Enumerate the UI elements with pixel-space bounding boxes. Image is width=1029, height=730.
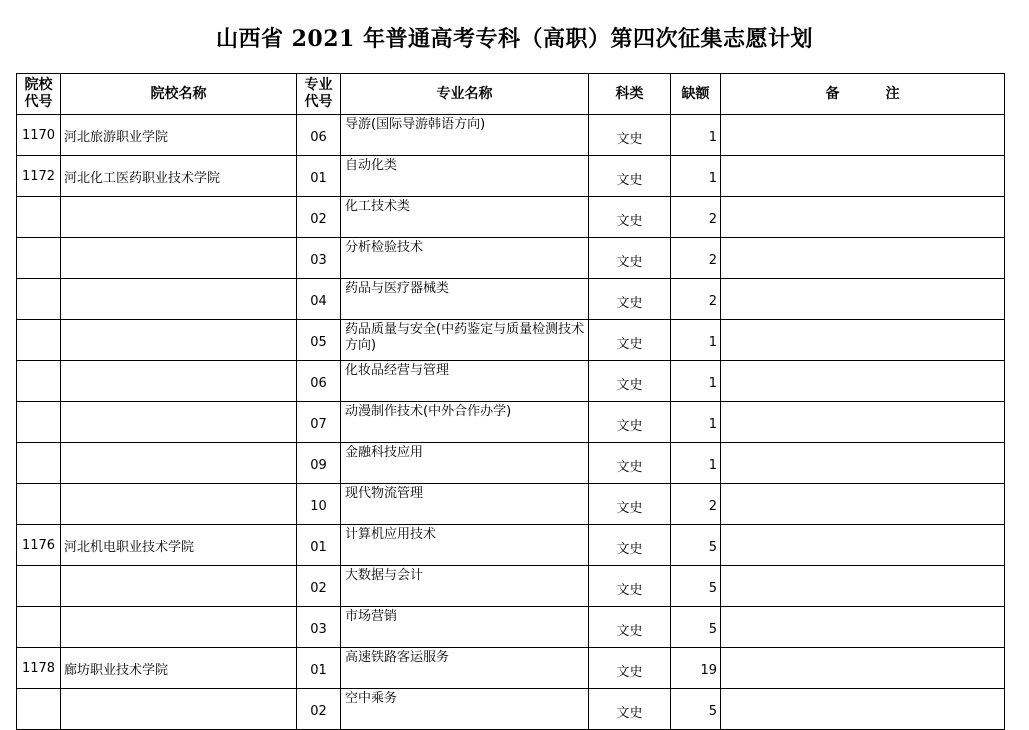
cell-major-code: 02 — [297, 197, 341, 238]
cell-major-name: 导游(国际导游韩语方向) — [341, 115, 589, 156]
cell-major-name: 空中乘务 — [341, 689, 589, 730]
header-quota: 缺额 — [671, 74, 721, 115]
table-header-row — [17, 74, 1005, 115]
cell-major-code: 01 — [297, 525, 341, 566]
cell-school-code: 1170 — [17, 115, 61, 156]
cell-quota: 5 — [671, 607, 721, 648]
header-note — [721, 74, 1005, 115]
cell-note — [721, 607, 1005, 648]
table-row — [17, 443, 1005, 484]
cell-quota: 5 — [671, 566, 721, 607]
cell-major-name: 分析检验技术 — [341, 238, 589, 279]
cell-school-name — [61, 689, 297, 730]
table-row — [17, 525, 1005, 566]
cell-quota: 19 — [671, 648, 721, 689]
cell-school-name: 廊坊职业技术学院 — [61, 648, 297, 689]
cell-quota: 2 — [671, 484, 721, 525]
cell-note — [721, 566, 1005, 607]
cell-major-name: 现代物流管理 — [341, 484, 589, 525]
cell-quota: 1 — [671, 402, 721, 443]
cell-note — [721, 443, 1005, 484]
cell-major-name: 自动化类 — [341, 156, 589, 197]
cell-major-name: 计算机应用技术 — [341, 525, 589, 566]
cell-note — [721, 238, 1005, 279]
cell-note — [721, 689, 1005, 730]
header-school-code-line2: 代号 — [24, 94, 53, 110]
cell-major-name: 化工技术类 — [341, 197, 589, 238]
cell-quota: 1 — [671, 115, 721, 156]
table-row — [17, 279, 1005, 320]
cell-major-code: 03 — [297, 238, 341, 279]
cell-school-name — [61, 443, 297, 484]
cell-quota: 1 — [671, 156, 721, 197]
cell-school-code — [17, 484, 61, 525]
cell-major-code: 07 — [297, 402, 341, 443]
cell-quota: 1 — [671, 361, 721, 402]
cell-major-name: 高速铁路客运服务 — [341, 648, 589, 689]
cell-category: 文史 — [589, 238, 671, 279]
cell-note — [721, 484, 1005, 525]
cell-category: 文史 — [589, 320, 671, 361]
cell-note — [721, 320, 1005, 361]
cell-school-name — [61, 361, 297, 402]
cell-school-name: 河北旅游职业学院 — [61, 115, 297, 156]
cell-category: 文史 — [589, 607, 671, 648]
cell-note — [721, 156, 1005, 197]
cell-quota: 5 — [671, 525, 721, 566]
cell-quota: 1 — [671, 320, 721, 361]
cell-note — [721, 197, 1005, 238]
header-school-code — [17, 74, 61, 115]
header-note-right: 注 — [885, 85, 900, 102]
cell-category: 文史 — [589, 566, 671, 607]
cell-major-name: 市场营销 — [341, 607, 589, 648]
header-school-name: 院校名称 — [61, 74, 297, 115]
table-row — [17, 648, 1005, 689]
cell-note — [721, 279, 1005, 320]
header-major-code — [297, 74, 341, 115]
header-category: 科类 — [589, 74, 671, 115]
cell-school-code — [17, 320, 61, 361]
table-row — [17, 607, 1005, 648]
cell-quota: 2 — [671, 197, 721, 238]
header-major-name: 专业名称 — [341, 74, 589, 115]
cell-school-name — [61, 279, 297, 320]
cell-school-code — [17, 197, 61, 238]
cell-school-name — [61, 607, 297, 648]
header-major-code-line2: 代号 — [304, 94, 333, 110]
header-school-code-line1: 院校 — [24, 77, 53, 93]
cell-school-code: 1176 — [17, 525, 61, 566]
cell-category: 文史 — [589, 525, 671, 566]
cell-category: 文史 — [589, 484, 671, 525]
cell-school-code — [17, 238, 61, 279]
table-row — [17, 402, 1005, 443]
cell-major-code: 04 — [297, 279, 341, 320]
cell-school-code — [17, 689, 61, 730]
cell-school-name — [61, 320, 297, 361]
cell-category: 文史 — [589, 648, 671, 689]
cell-major-code: 01 — [297, 156, 341, 197]
cell-major-code: 10 — [297, 484, 341, 525]
cell-major-code: 02 — [297, 689, 341, 730]
cell-note — [721, 525, 1005, 566]
cell-note — [721, 115, 1005, 156]
cell-quota: 1 — [671, 443, 721, 484]
cell-category: 文史 — [589, 689, 671, 730]
cell-school-code — [17, 361, 61, 402]
table-row — [17, 320, 1005, 361]
cell-school-name — [61, 197, 297, 238]
cell-category: 文史 — [589, 443, 671, 484]
cell-note — [721, 402, 1005, 443]
cell-major-code: 02 — [297, 566, 341, 607]
admission-plan-table — [16, 73, 1005, 730]
table-row — [17, 197, 1005, 238]
cell-school-code — [17, 443, 61, 484]
cell-major-code: 05 — [297, 320, 341, 361]
table-row — [17, 361, 1005, 402]
cell-category: 文史 — [589, 115, 671, 156]
cell-major-name: 金融科技应用 — [341, 443, 589, 484]
cell-school-code — [17, 607, 61, 648]
cell-major-code: 09 — [297, 443, 341, 484]
cell-major-code: 06 — [297, 115, 341, 156]
table-row — [17, 156, 1005, 197]
cell-major-code: 06 — [297, 361, 341, 402]
cell-school-code: 1172 — [17, 156, 61, 197]
cell-category: 文史 — [589, 361, 671, 402]
cell-major-name: 化妆品经营与管理 — [341, 361, 589, 402]
cell-category: 文史 — [589, 402, 671, 443]
table-row — [17, 566, 1005, 607]
cell-major-code: 03 — [297, 607, 341, 648]
table-row — [17, 484, 1005, 525]
cell-note — [721, 361, 1005, 402]
cell-category: 文史 — [589, 156, 671, 197]
cell-school-code — [17, 279, 61, 320]
cell-school-name: 河北化工医药职业技术学院 — [61, 156, 297, 197]
cell-major-name: 动漫制作技术(中外合作办学) — [341, 402, 589, 443]
cell-school-code — [17, 566, 61, 607]
cell-school-name — [61, 484, 297, 525]
cell-school-code: 1178 — [17, 648, 61, 689]
cell-category: 文史 — [589, 197, 671, 238]
page-title: 山西省 2021 年普通高考专科（高职）第四次征集志愿计划 — [215, 26, 814, 52]
cell-major-name: 药品与医疗器械类 — [341, 279, 589, 320]
cell-school-name: 河北机电职业技术学院 — [61, 525, 297, 566]
cell-school-name — [61, 402, 297, 443]
cell-major-name: 药品质量与安全(中药鉴定与质量检测技术方向) — [341, 320, 589, 361]
cell-category: 文史 — [589, 279, 671, 320]
cell-major-name: 大数据与会计 — [341, 566, 589, 607]
header-note-left: 备 — [825, 85, 840, 102]
cell-school-name — [61, 566, 297, 607]
cell-school-code — [17, 402, 61, 443]
header-major-code-line1: 专业 — [304, 77, 333, 93]
cell-major-code: 01 — [297, 648, 341, 689]
table-row — [17, 238, 1005, 279]
cell-school-name — [61, 238, 297, 279]
table-row — [17, 115, 1005, 156]
cell-note — [721, 648, 1005, 689]
cell-quota: 5 — [671, 689, 721, 730]
cell-quota: 2 — [671, 238, 721, 279]
cell-quota: 2 — [671, 279, 721, 320]
table-row — [17, 689, 1005, 730]
